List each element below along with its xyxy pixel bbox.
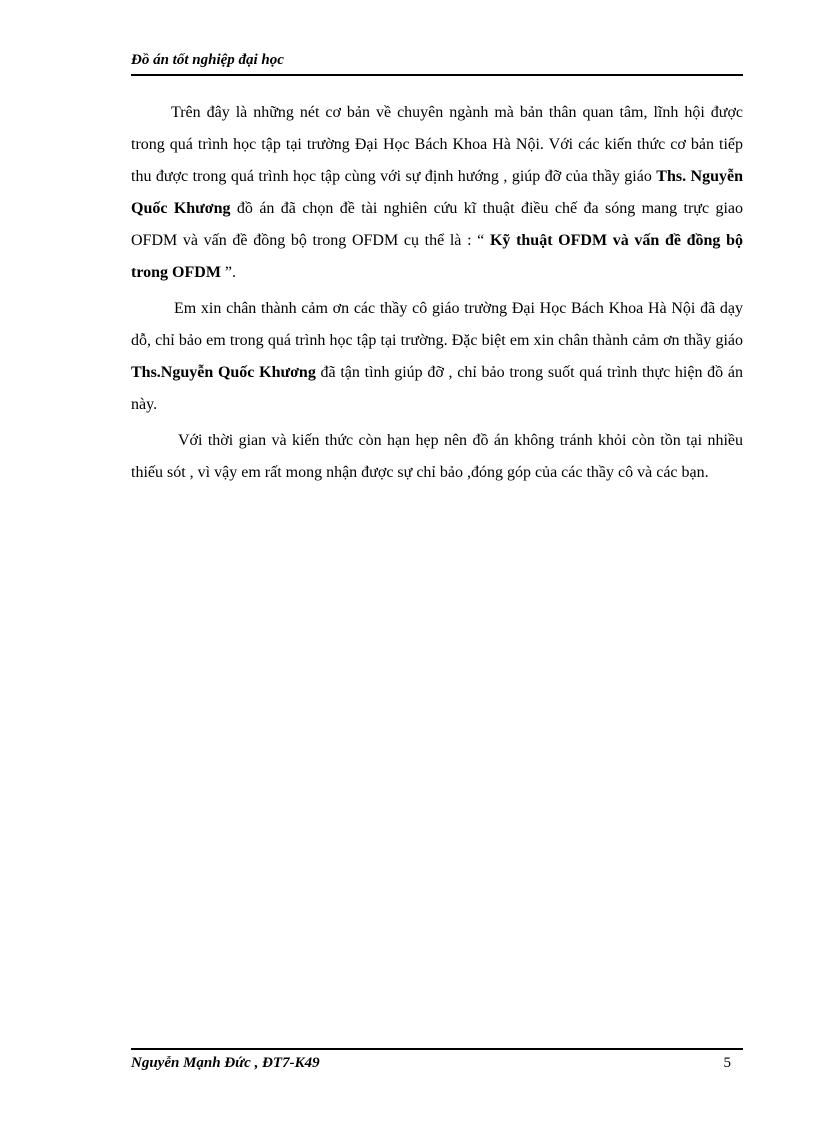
advisor-name: Ths. Nguyễn Quốc Khương bbox=[131, 168, 744, 217]
paragraph2-text-part2: đã tận tình giúp đỡ , chỉ bảo trong suốt quá trình thực hiện đồ án này. bbox=[131, 364, 743, 413]
advisor-name: Ths.Nguyễn Quốc Khương bbox=[131, 364, 316, 381]
paragraph2-text-part1: Em xin chân thành cảm ơn các thầy cô giáo trường Đại Học Bách Khoa Hà Nội đã dạy dỗ, chỉ bảo em trong quá trình học tập tại trường. Đặc biệt em xin chân thành cảm ơn thầy giáo bbox=[131, 300, 743, 349]
document-body bbox=[131, 97, 743, 493]
paragraph-closing bbox=[131, 425, 743, 489]
header-title: Đồ án tốt nghiệp đại học bbox=[131, 52, 284, 68]
thesis-topic: Kỹ thuật OFDM và vấn đề đồng bộ trong OFDM bbox=[131, 232, 743, 281]
paragraph3-text: Với thời gian và kiến thức còn hạn hẹp nên đồ án không tránh khỏi còn tồn tại nhiều thiếu sót , vì vậy em rất mong nhận được sự chỉ bảo ,đóng góp của các thầy cô và các bạn. bbox=[131, 432, 743, 481]
paragraph1-text-part3: ”. bbox=[220, 264, 237, 281]
paragraph1-text-part1: Trên đây là những nét cơ bản về chuyên ngành mà bản thân quan tâm, lĩnh hội được trong quá trình học tập tại trường Đại Học Bách Khoa Hà Nội. Với các kiến thức cơ bản tiếp thu được trong quá trình học tập cùng với sự định hướng , giúp đỡ của thầy giáo bbox=[131, 104, 743, 185]
paragraph-acknowledgement bbox=[131, 293, 743, 421]
page-header bbox=[131, 52, 743, 76]
paragraph1-text-part2: đồ án đã chọn đề tài nghiên cứu kĩ thuật điều chế đa sóng mang trực giao OFDM và vấn đề đồng bộ trong OFDM cụ thể là : “ bbox=[131, 200, 744, 249]
page-number: 5 bbox=[723, 1055, 731, 1071]
paragraph-introduction bbox=[131, 97, 743, 289]
page-footer bbox=[131, 1048, 743, 1074]
footer-author: Nguyễn Mạnh Đức , ĐT7-K49 bbox=[131, 1055, 320, 1071]
